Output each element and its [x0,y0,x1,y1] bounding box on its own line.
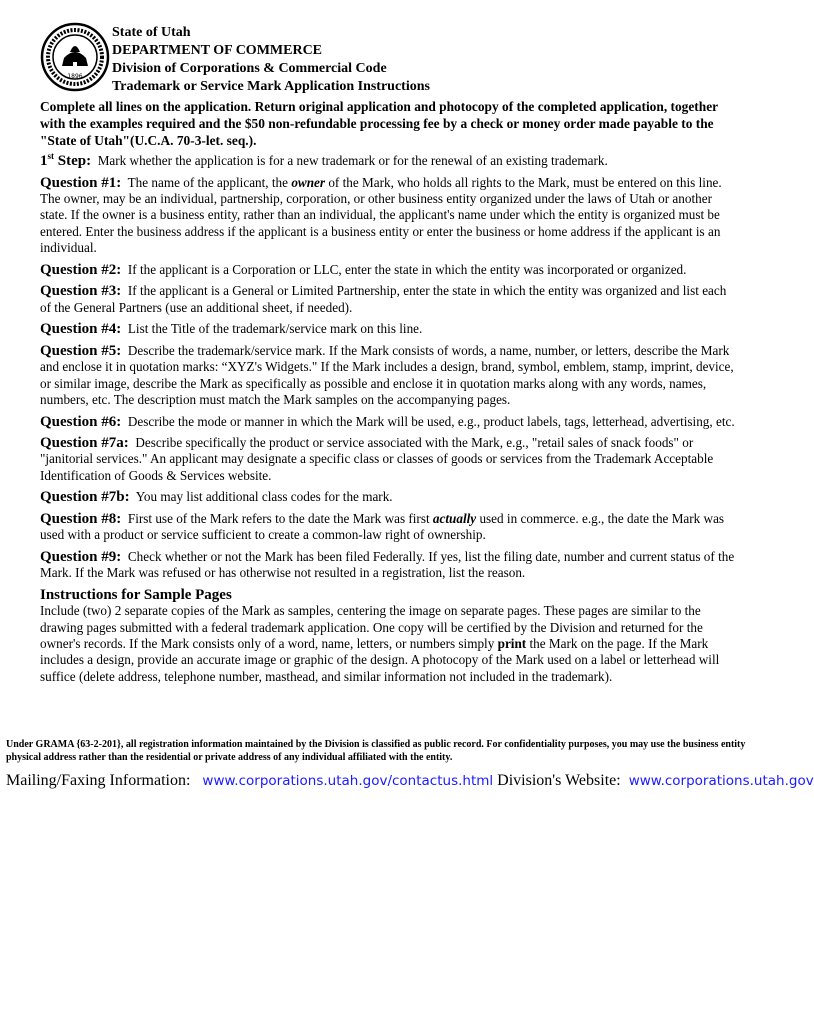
question-5-label: Question #5: [40,342,122,359]
question-6-label: Question #6: [40,413,122,430]
contact-link[interactable]: www.corporations.utah.gov/contactus.html [202,773,494,789]
header-department: DEPARTMENT OF COMMERCE [112,43,323,58]
question-9-text: Check whether or not the Mark has been filed Federally. If yes, list the filing date, number and current status of the Mark. If the Mark was refused or has otherwise not resulted in a registration, list the reason. [40,549,735,581]
owner-emphasis: owner [291,174,326,190]
website-label: Division's Website: [497,772,621,789]
instructions-body [40,153,740,690]
question-2-label: Question #2: [40,261,122,278]
question-1: Question #1: The name of the applicant, the owner of the Mark, who holds all rights to the Mark, must be entered on this line. The owner, may be an individual, partnership, corporation, or other business entity organized under the laws of Utah or another state. If the owner is a business entity, rather than an individual, the applicant's name under which the entity is organized must be entered. Enter the business address if the applicant is a business entity or enter the business or home address if the applicant is an individual. [40,174,722,255]
question-6 [40,414,740,430]
utah-state-seal-icon [40,22,110,92]
question-4-text: List the Title of the trademark/service mark on this line. [127,321,423,337]
question-4-label: Question #4: [40,321,122,338]
footer [6,772,814,790]
intro-paragraph: Complete all lines on the application. Return original application and photocopy of the completed application, together with the examples required and the $50 non-refundable processing fee by a check or money order made payable to the "State of Utah"(U.C.A. 70-3-let. seq.). [40,99,718,148]
question-2 [40,262,740,278]
sample-pages-section: Instructions for Sample Pages Include (two) 2 separate copies of the Mark as samples, centering the image on separate pages. These pages are similar to the drawing pages submitted with a federal trademark application. One copy will be certified by the Division and returned for the owner's records. If the Mark consists only of a word, name, letters, or numbers simply print the Mark on the page. If the Mark includes a design, provide an accurate image or graphic of the design. A photocopy of the Mark used on a label or letterhead will suffice (delete address, telephone number, masthead, and similar information not included in the trademark). [40,587,740,685]
question-9-label: Question #9: [40,549,122,566]
question-3-text: If the applicant is a General or Limited Partnership, enter the state in which the entity was organized and list each of the General Partners (use an additional sheet, if needed). [40,283,727,315]
question-1-label: Question #1: [40,174,122,191]
question-2-text: If the applicant is a Corporation or LLC, enter the state in which the entity was incorporated or organized. [127,261,687,277]
question-8-label: Question #8: [40,511,122,528]
question-5-text: Describe the trademark/service mark. If the Mark consists of words, a name, number, or letters, describe the Mark and enclose it in quotation marks: “XYZ's Widgets." If the Mark includes a design, brand, symbol, emblem, stamp, imprint, device, or similar image, describe the Mark as specifically as possible and enclose it in quotation marks along with any words, names, numbers, etc. The description must match the Mark samples on the accompanying pages. [40,342,734,407]
website-link[interactable]: www.corporations.utah.gov [628,773,814,789]
header-division: Division of Corporations & Commercial Code [112,61,387,76]
question-9 [40,549,740,582]
question-8: Question #8: First use of the Mark refers to the date the Mark was first actually used in commerce. e.g., the date the Mark was used with a product or service sufficient to create a common-law right of ownership. [40,511,725,543]
print-emphasis: print [497,636,527,652]
question-3 [40,283,740,316]
question-7b [40,489,740,505]
question-7a-text: Describe specifically the product or service associated with the Mark, e.g., "retail sales of snack foods" or "janitorial services." An applicant may designate a specific class or classes of goods or services from the Trademark Acceptable Identification of Goods & Services website. [40,435,714,483]
question-6-text: Describe the mode or manner in which the Mark will be used, e.g., product labels, tags, letterhead, advertising, etc. [127,413,735,429]
question-4 [40,321,740,337]
sample-pages-heading: Instructions for Sample Pages [40,587,232,604]
question-7b-label: Question #7b: [40,489,130,506]
mailing-label: Mailing/Faxing Information: [6,772,191,789]
document-header [112,24,430,96]
actually-emphasis: actually [432,511,477,527]
step-1-text: Mark whether the application is for a new trademark or for the renewal of an existing trademark. [97,153,608,168]
question-7a-label: Question #7a: [40,435,129,452]
svg-text:1896: 1896 [67,73,83,80]
question-3-label: Question #3: [40,283,122,300]
header-state: State of Utah [112,25,191,40]
question-5 [40,343,740,408]
header-title: Trademark or Service Mark Application Instructions [112,79,430,94]
question-7a [40,435,740,484]
question-7b-text: You may list additional class codes for the mark. [135,489,393,505]
step-1 [40,153,740,169]
grama-note: Under GRAMA {63-2-201}, all registration information maintained by the Division is classified as public record. For confidentiality purposes, you may use the business entity physical address rather than the residential or private address of any individual affiliated with the entity. [6,739,746,763]
step-1-label: 1st Step: [40,151,92,169]
